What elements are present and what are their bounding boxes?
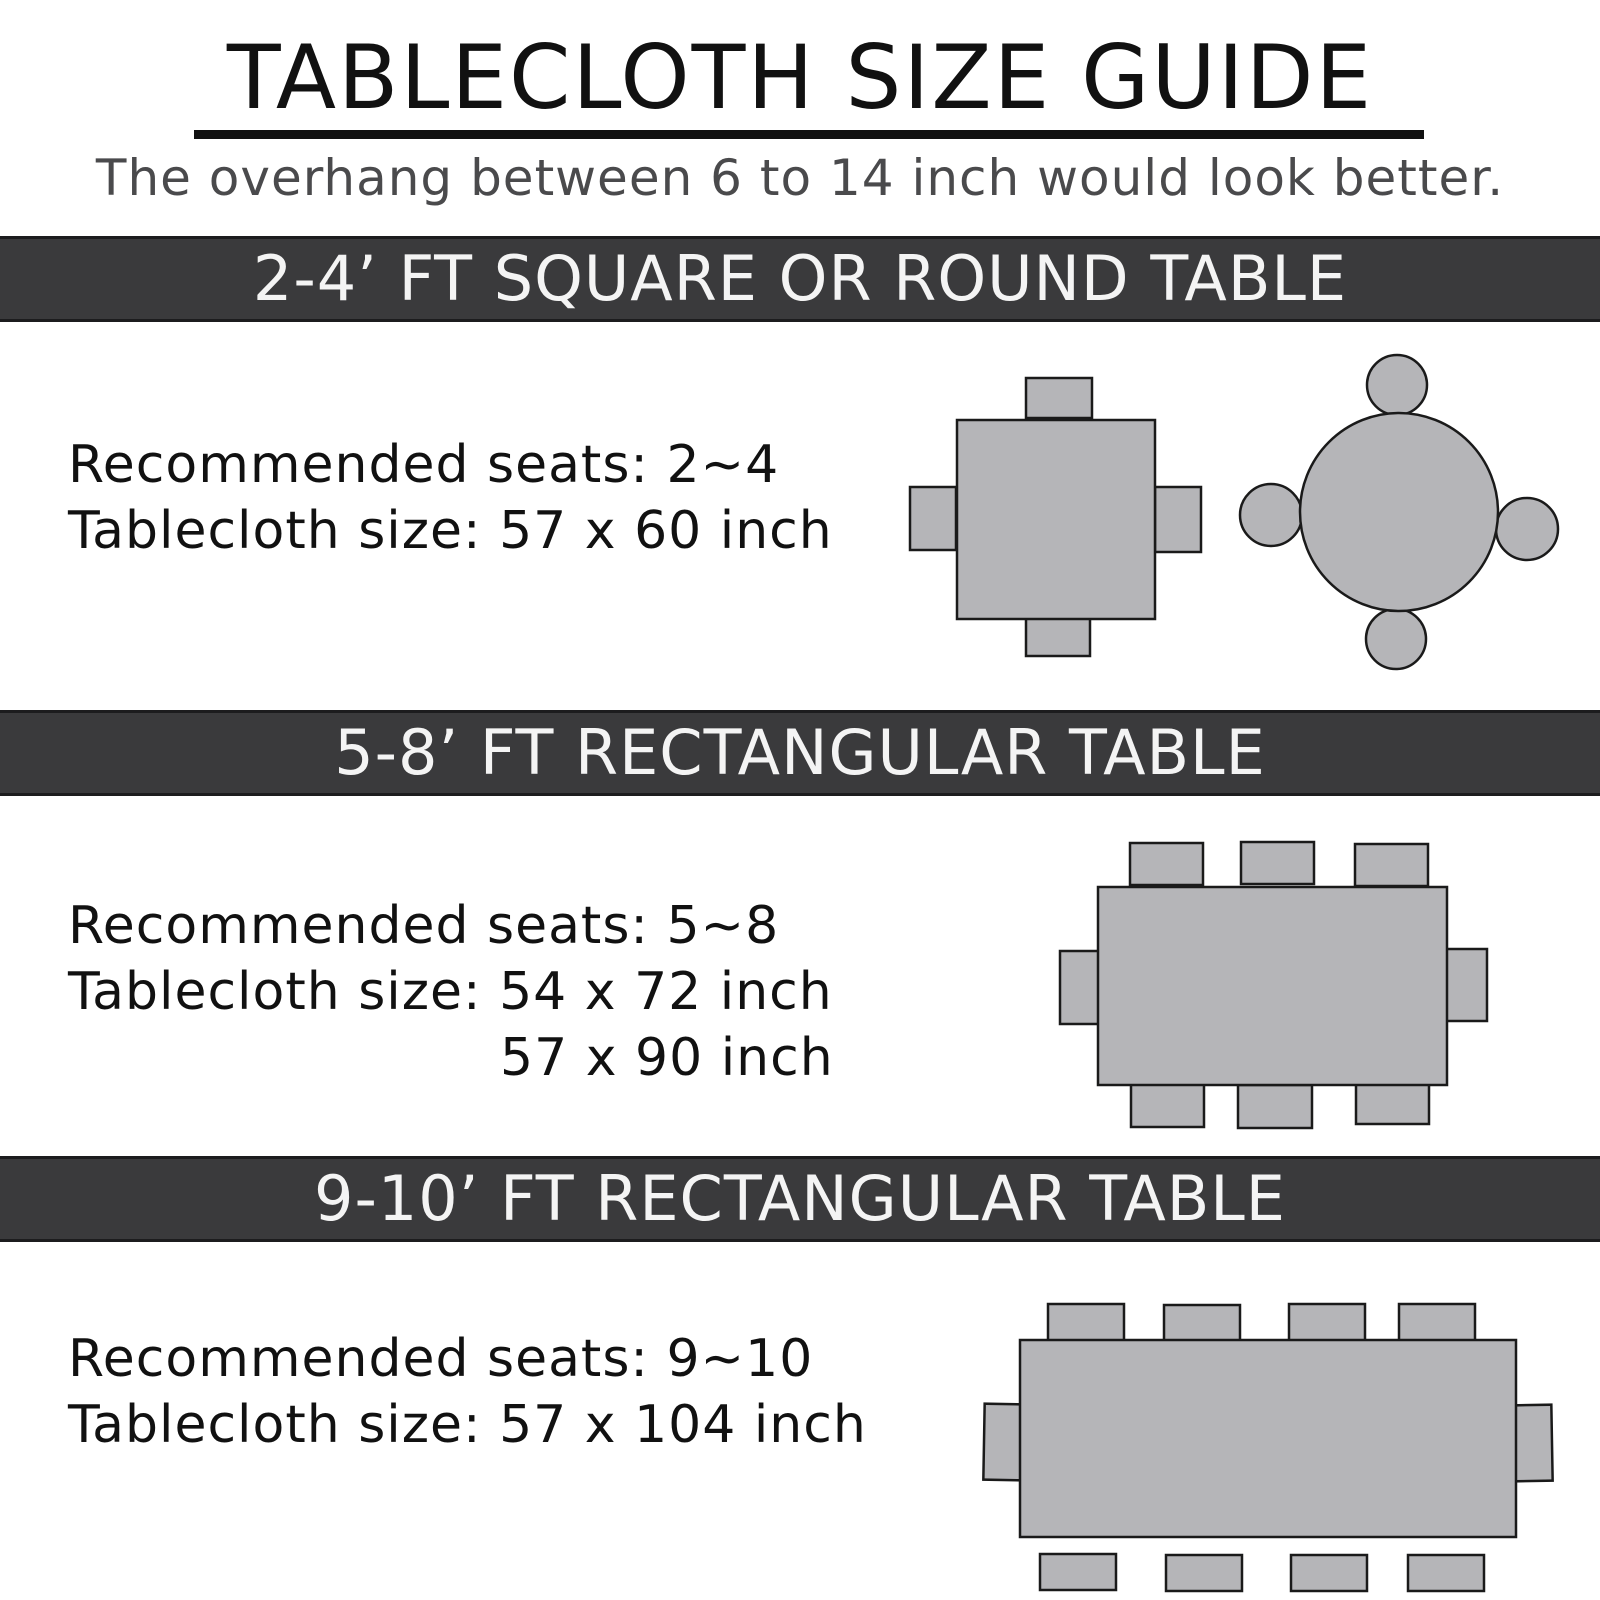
seat [1291, 1555, 1367, 1591]
rectangular-table [1098, 887, 1447, 1085]
seat [1048, 1304, 1124, 1341]
seat [1355, 844, 1428, 886]
seat [1130, 843, 1203, 885]
seat [1060, 951, 1100, 1024]
section-heading: 2-4’ FT SQUARE OR ROUND TABLE [252, 242, 1348, 315]
seat [1356, 1081, 1429, 1124]
seat [1240, 484, 1302, 546]
seat [1513, 1405, 1552, 1482]
seat [1399, 1304, 1475, 1341]
section-heading: 9-10’ FT RECTANGULAR TABLE [314, 1162, 1286, 1235]
recommended-seats-text: Recommended seats: 9∼10 [68, 1329, 814, 1389]
seat [1164, 1305, 1240, 1342]
seat [1238, 1085, 1312, 1128]
seat [1026, 616, 1090, 656]
long-rectangular-table [1020, 1340, 1516, 1537]
tablecloth-size-text: Tablecloth size: 54 x 72 inch [68, 962, 833, 1022]
seat [1155, 487, 1201, 552]
seat [1367, 355, 1427, 415]
tablecloth-size-alt-text: 57 x 90 inch [500, 1028, 834, 1088]
seat [910, 487, 956, 550]
round-table-diagram [1240, 355, 1558, 669]
round-table [1300, 413, 1498, 611]
seat [1496, 498, 1558, 560]
square-table-diagram [910, 378, 1201, 656]
recommended-seats-text: Recommended seats: 5∼8 [68, 896, 780, 956]
rectangular-table-10-diagram [983, 1304, 1552, 1591]
seat [1408, 1555, 1484, 1591]
seat [1026, 378, 1092, 418]
seat [1131, 1084, 1204, 1127]
section-heading: 5-8’ FT RECTANGULAR TABLE [334, 716, 1266, 789]
seat [1241, 842, 1314, 884]
page-title: TABLECLOTH SIZE GUIDE [226, 26, 1374, 129]
seat [983, 1404, 1022, 1481]
recommended-seats-text: Recommended seats: 2∼4 [68, 435, 780, 495]
seat [1040, 1554, 1116, 1590]
seat [1166, 1555, 1242, 1591]
seat [1445, 949, 1487, 1021]
square-table [957, 420, 1155, 619]
seat [1366, 609, 1426, 669]
tablecloth-size-text: Tablecloth size: 57 x 60 inch [68, 501, 833, 561]
tablecloth-size-text: Tablecloth size: 57 x 104 inch [68, 1395, 867, 1455]
seat [1289, 1304, 1365, 1341]
rectangular-table-8-diagram [1060, 842, 1487, 1128]
page-subtitle: The overhang between 6 to 14 inch would look better. [95, 149, 1505, 207]
